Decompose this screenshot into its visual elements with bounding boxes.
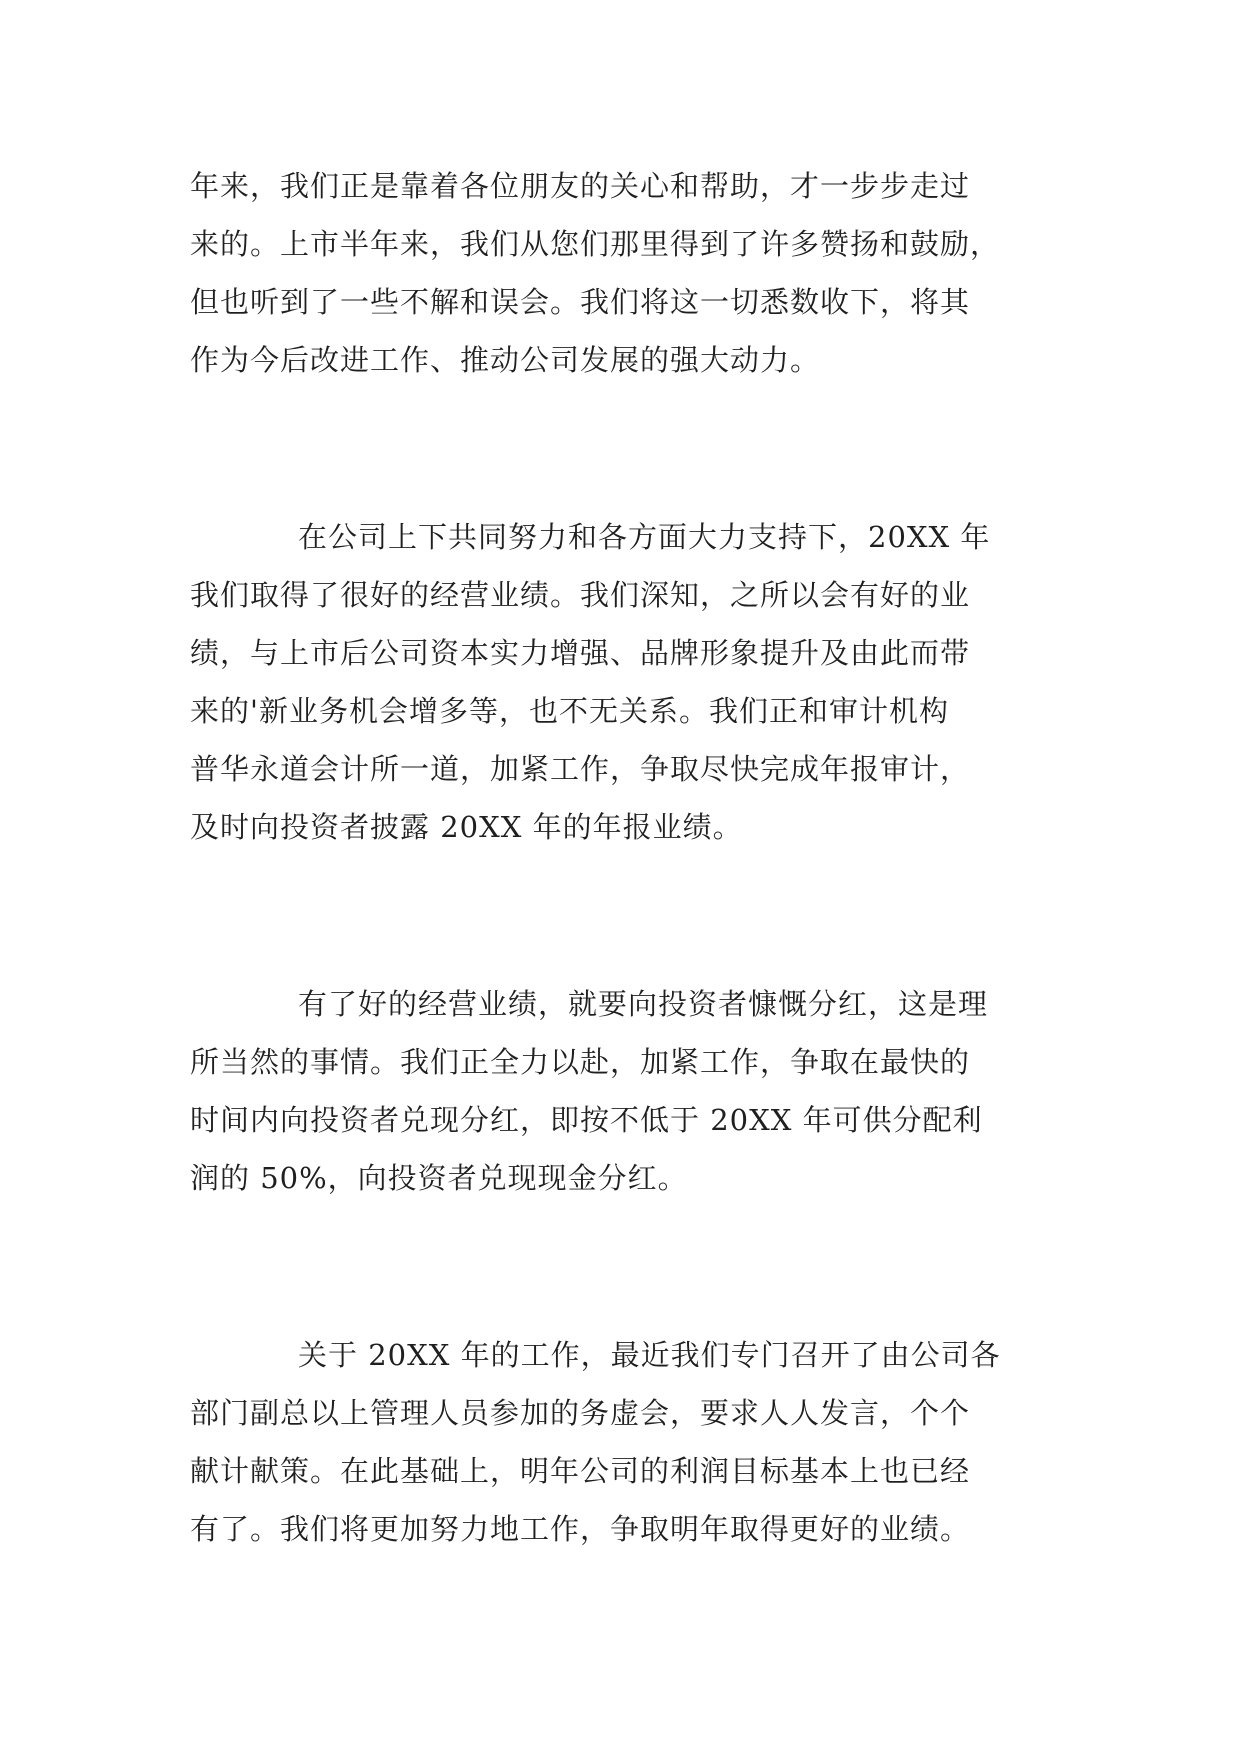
document-body: [190, 157, 1070, 1558]
paragraph-line: 但也听到了一些不解和误会。我们将这一切悉数收下，将其: [190, 285, 971, 319]
paragraph-line: 普华永道会计所一道，加紧工作，争取尽快完成年报审计，: [190, 752, 971, 786]
paragraph-line: 润的 50%，向投资者兑现现金分红。: [190, 1161, 688, 1195]
paragraph-line: 来的'新业务机会增多等，也不无关系。我们正和审计机构: [190, 694, 949, 728]
paragraph-4: [190, 1326, 1070, 1558]
paragraph-line: 绩，与上市后公司资本实力增强、品牌形象提升及由此而带: [190, 636, 971, 670]
paragraph-2: [190, 508, 1070, 856]
paragraph-line: 我们取得了很好的经营业绩。我们深知，之所以会有好的业: [190, 578, 971, 612]
paragraph-line: 部门副总以上管理人员参加的务虚会，要求人人发言，个个: [190, 1396, 971, 1430]
paragraph-line-indented: 在公司上下共同努力和各方面大力支持下，20XX 年: [298, 520, 991, 554]
paragraph-line: 作为今后改进工作、推动公司发展的强大动力。: [190, 343, 821, 377]
paragraph-line: 时间内向投资者兑现分红，即按不低于 20XX 年可供分配利: [190, 1103, 983, 1137]
paragraph-spacer: [190, 1207, 1070, 1326]
paragraph-spacer: [190, 856, 1070, 975]
paragraph-line-indented: 关于 20XX 年的工作，最近我们专门召开了由公司各: [298, 1338, 1001, 1372]
paragraph-line: 有了。我们将更加努力地工作，争取明年取得更好的业绩。: [190, 1512, 971, 1546]
paragraph-line: 献计献策。在此基础上，明年公司的利润目标基本上也已经: [190, 1454, 971, 1488]
paragraph-line-indented: 有了好的经营业绩，就要向投资者慷慨分红，这是理: [298, 987, 989, 1021]
paragraph-line: 来的。上市半年来，我们从您们那里得到了许多赞扬和鼓励，: [190, 227, 1001, 261]
paragraph-spacer: [190, 389, 1070, 508]
paragraph-3: [190, 975, 1070, 1207]
paragraph-line: 年来，我们正是靠着各位朋友的关心和帮助，才一步步走过: [190, 169, 971, 203]
paragraph-line: 及时向投资者披露 20XX 年的年报业绩。: [190, 810, 743, 844]
paragraph-line: 所当然的事情。我们正全力以赴，加紧工作，争取在最快的: [190, 1045, 971, 1079]
paragraph-1: [190, 157, 1070, 389]
